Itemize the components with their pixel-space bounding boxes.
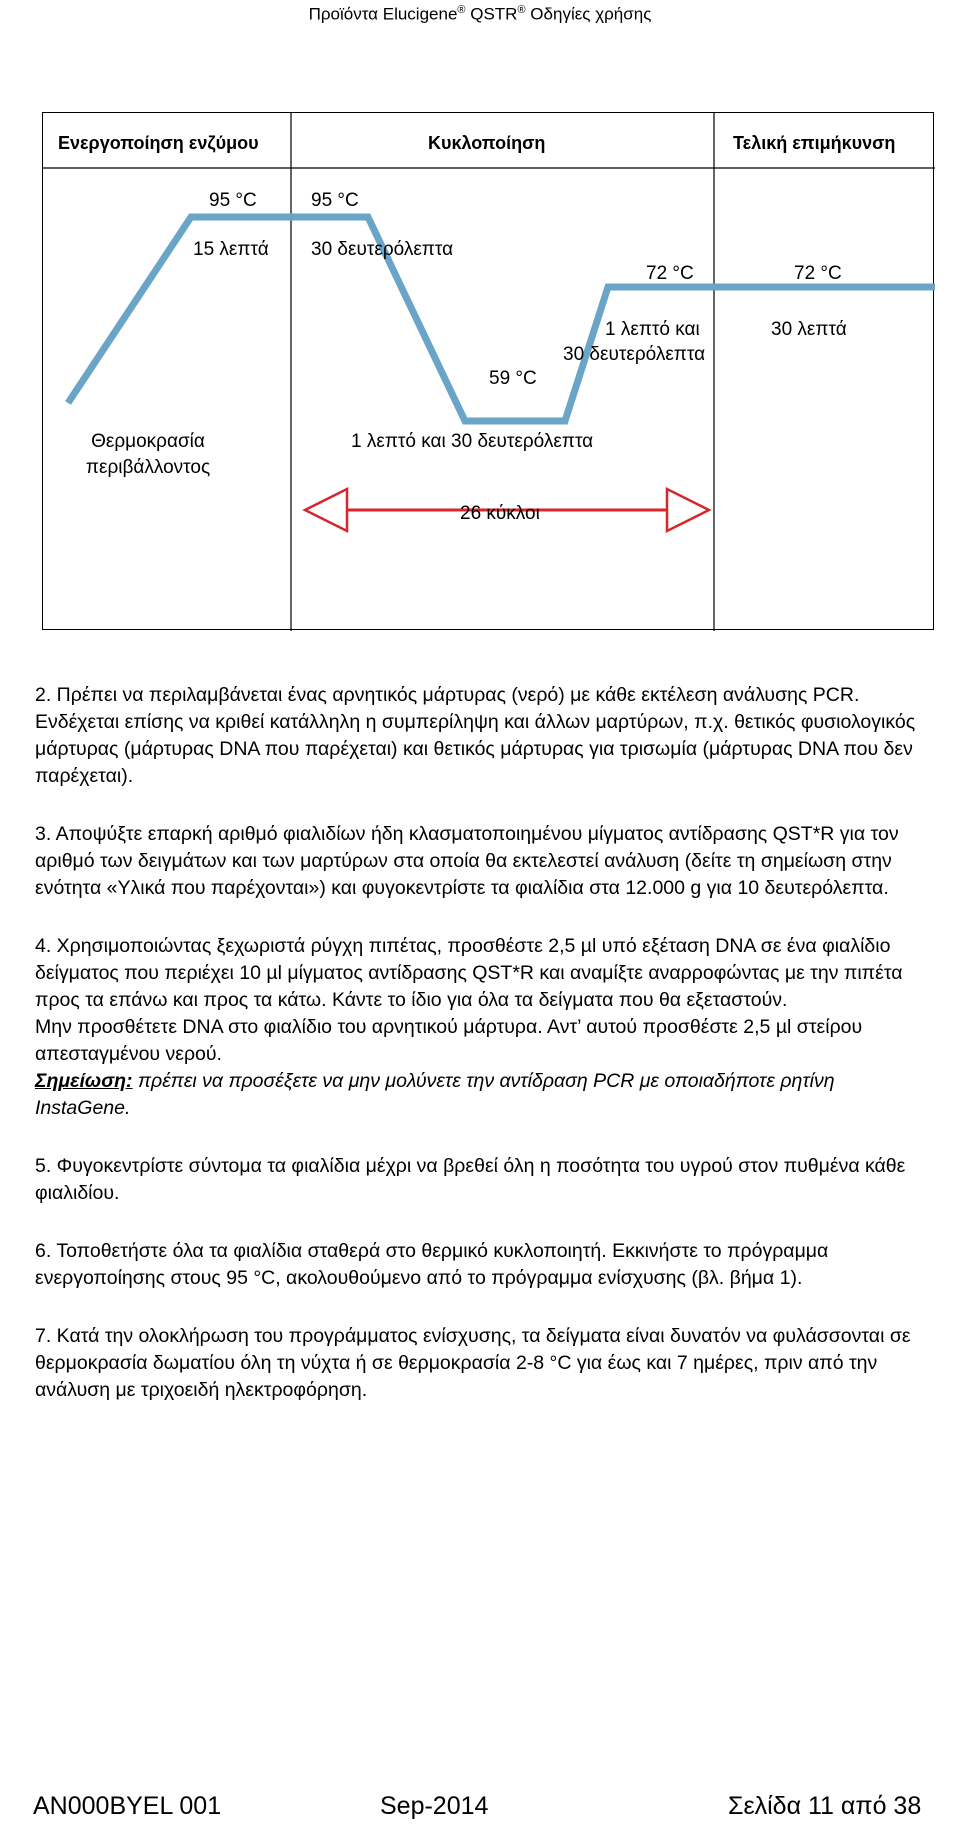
denature-temp-label: 95 °C	[311, 190, 359, 211]
final-time-label: 30 λεπτά	[771, 319, 847, 340]
step-5-paragraph: 5. Φυγοκεντρίστε σύντομα τα φιαλίδια μέχρι να βρεθεί όλη η ποσότητα του υγρού στον πυθμένα κάθε φιαλιδίου.	[35, 1155, 906, 1204]
column-header-activation: Ενεργοποίηση ενζύμου	[58, 133, 259, 153]
step-6-paragraph: 6. Τοποθετήστε όλα τα φιαλίδια σταθερά στο θερμικό κυκλοποιητή. Εκκινήστε το πρόγραμμα ενεργοποίησης στους 95 °C, ακολουθούμενο από το πρόγραμμα ενίσχυσης (βλ. βήμα 1).	[35, 1240, 829, 1289]
page-header	[0, 4, 960, 25]
ambient-label-2: περιβάλλοντος	[85, 457, 211, 478]
column-header-final-extension: Τελική επιμήκυνση	[733, 133, 896, 153]
activation-temp-label: 95 °C	[209, 190, 257, 211]
footer-doc-code: AN000BYEL 001	[33, 1792, 222, 1820]
column-header-cycling: Κυκλοποίηση	[428, 133, 546, 153]
annealing-temp-label: 59 °C	[489, 368, 537, 389]
cycles-label: 26 κύκλοι	[460, 503, 540, 524]
step-3-paragraph: 3. Αποψύξτε επαρκή αριθμό φιαλιδίων ήδη κλασματοποιημένου μίγματος αντίδρασης QST*R για τον αριθμό των δειγμάτων και των μαρτύρων στα οποία θα εκτελεστεί ανάλυση (δείτε τη σημείωση στην ενότητα «Υλικά που παρέχονται») και φυγοκεντρίστε τα φιαλίδια στα 12.000 g για 10 δευτερόλεπτα.	[35, 823, 899, 899]
denature-time-label: 30 δευτερόλεπτα	[311, 239, 454, 260]
step-7-paragraph: 7. Κατά την ολοκλήρωση του προγράμματος ενίσχυσης, τα δείγματα είναι δυνατόν να φυλάσσονται σε θερμοκρασία δωματίου όλη τη νύχτα ή σε θερμοκρασία 2-8 °C για έως και 7 ημέρες, πριν από την ανάλυση με τριχοειδή ηλεκτροφόρηση.	[35, 1325, 911, 1401]
note-keyword: Σημείωση:	[35, 1070, 133, 1092]
footer-page-number: Σελίδα 11 από 38	[728, 1792, 922, 1820]
header-prefix: Προϊόντα Elucigene	[308, 4, 458, 24]
note-text: πρέπει να προσέξετε να μην μολύνετε την αντίδραση PCR με οποιαδήποτε ρητίνη InstaGene.	[35, 1070, 835, 1119]
extension-time-label-2: 30 δευτερόλεπτα	[563, 344, 706, 365]
activation-time-label: 15 λεπτά	[193, 239, 269, 260]
annealing-time-label: 1 λεπτό και 30 δευτερόλεπτα	[351, 431, 594, 452]
ambient-label-1: Θερμοκρασία	[91, 431, 205, 452]
header-suffix: Οδηγίες χρήσης	[525, 4, 652, 24]
step-4-text-b: Μην προσθέτετε DNA στο φιαλίδιο του αρνητικού μάρτυρα. Αντ’ αυτού προσθέστε 2,5 µl στείρου απεσταγμένου νερού.	[35, 1016, 863, 1065]
cycles-arrow-left-head	[305, 489, 347, 531]
instructions-body	[35, 682, 935, 1435]
cycles-arrow-right-head	[667, 489, 709, 531]
extension-temp-label: 72 °C	[646, 263, 694, 284]
extension-time-label-1: 1 λεπτό και	[605, 319, 700, 340]
step-2-paragraph: 2. Πρέπει να περιλαμβάνεται ένας αρνητικός μάρτυρας (νερό) με κάθε εκτέλεση ανάλυσης PCR. Ενδέχεται επίσης να κριθεί κατάλληλη η συμπερίληψη και άλλων μαρτύρων, π.χ. θετικός φυσιολογικός μάρτυρας (μάρτυρας DNA που παρέχεται) και θετικός μάρτυρας για τρισωμία (μάρτυρας DNA που δεν παρέχεται).	[35, 684, 916, 787]
header-reg-2: ®	[517, 4, 526, 16]
step-4-paragraph	[35, 933, 935, 1122]
header-product: QSTR	[465, 4, 518, 24]
header-reg-1: ®	[457, 4, 466, 16]
final-temp-label: 72 °C	[794, 263, 842, 284]
step-4-text-a: 4. Χρησιμοποιώντας ξεχωριστά ρύγχη πιπέτας, προσθέστε 2,5 µl υπό εξέταση DNA σε ένα φιαλίδιο δείγματος που περιέχει 10 µl μίγματος αντίδρασης QST*R και αναμίξτε αναρροφώντας με την πιπέτα προς τα επάνω και προς τα κάτω. Κάντε το ίδιο για όλα τα δείγματα που θα εξεταστούν.	[35, 935, 903, 1011]
pcr-cycling-diagram	[42, 112, 934, 630]
footer-date: Sep-2014	[380, 1792, 489, 1820]
